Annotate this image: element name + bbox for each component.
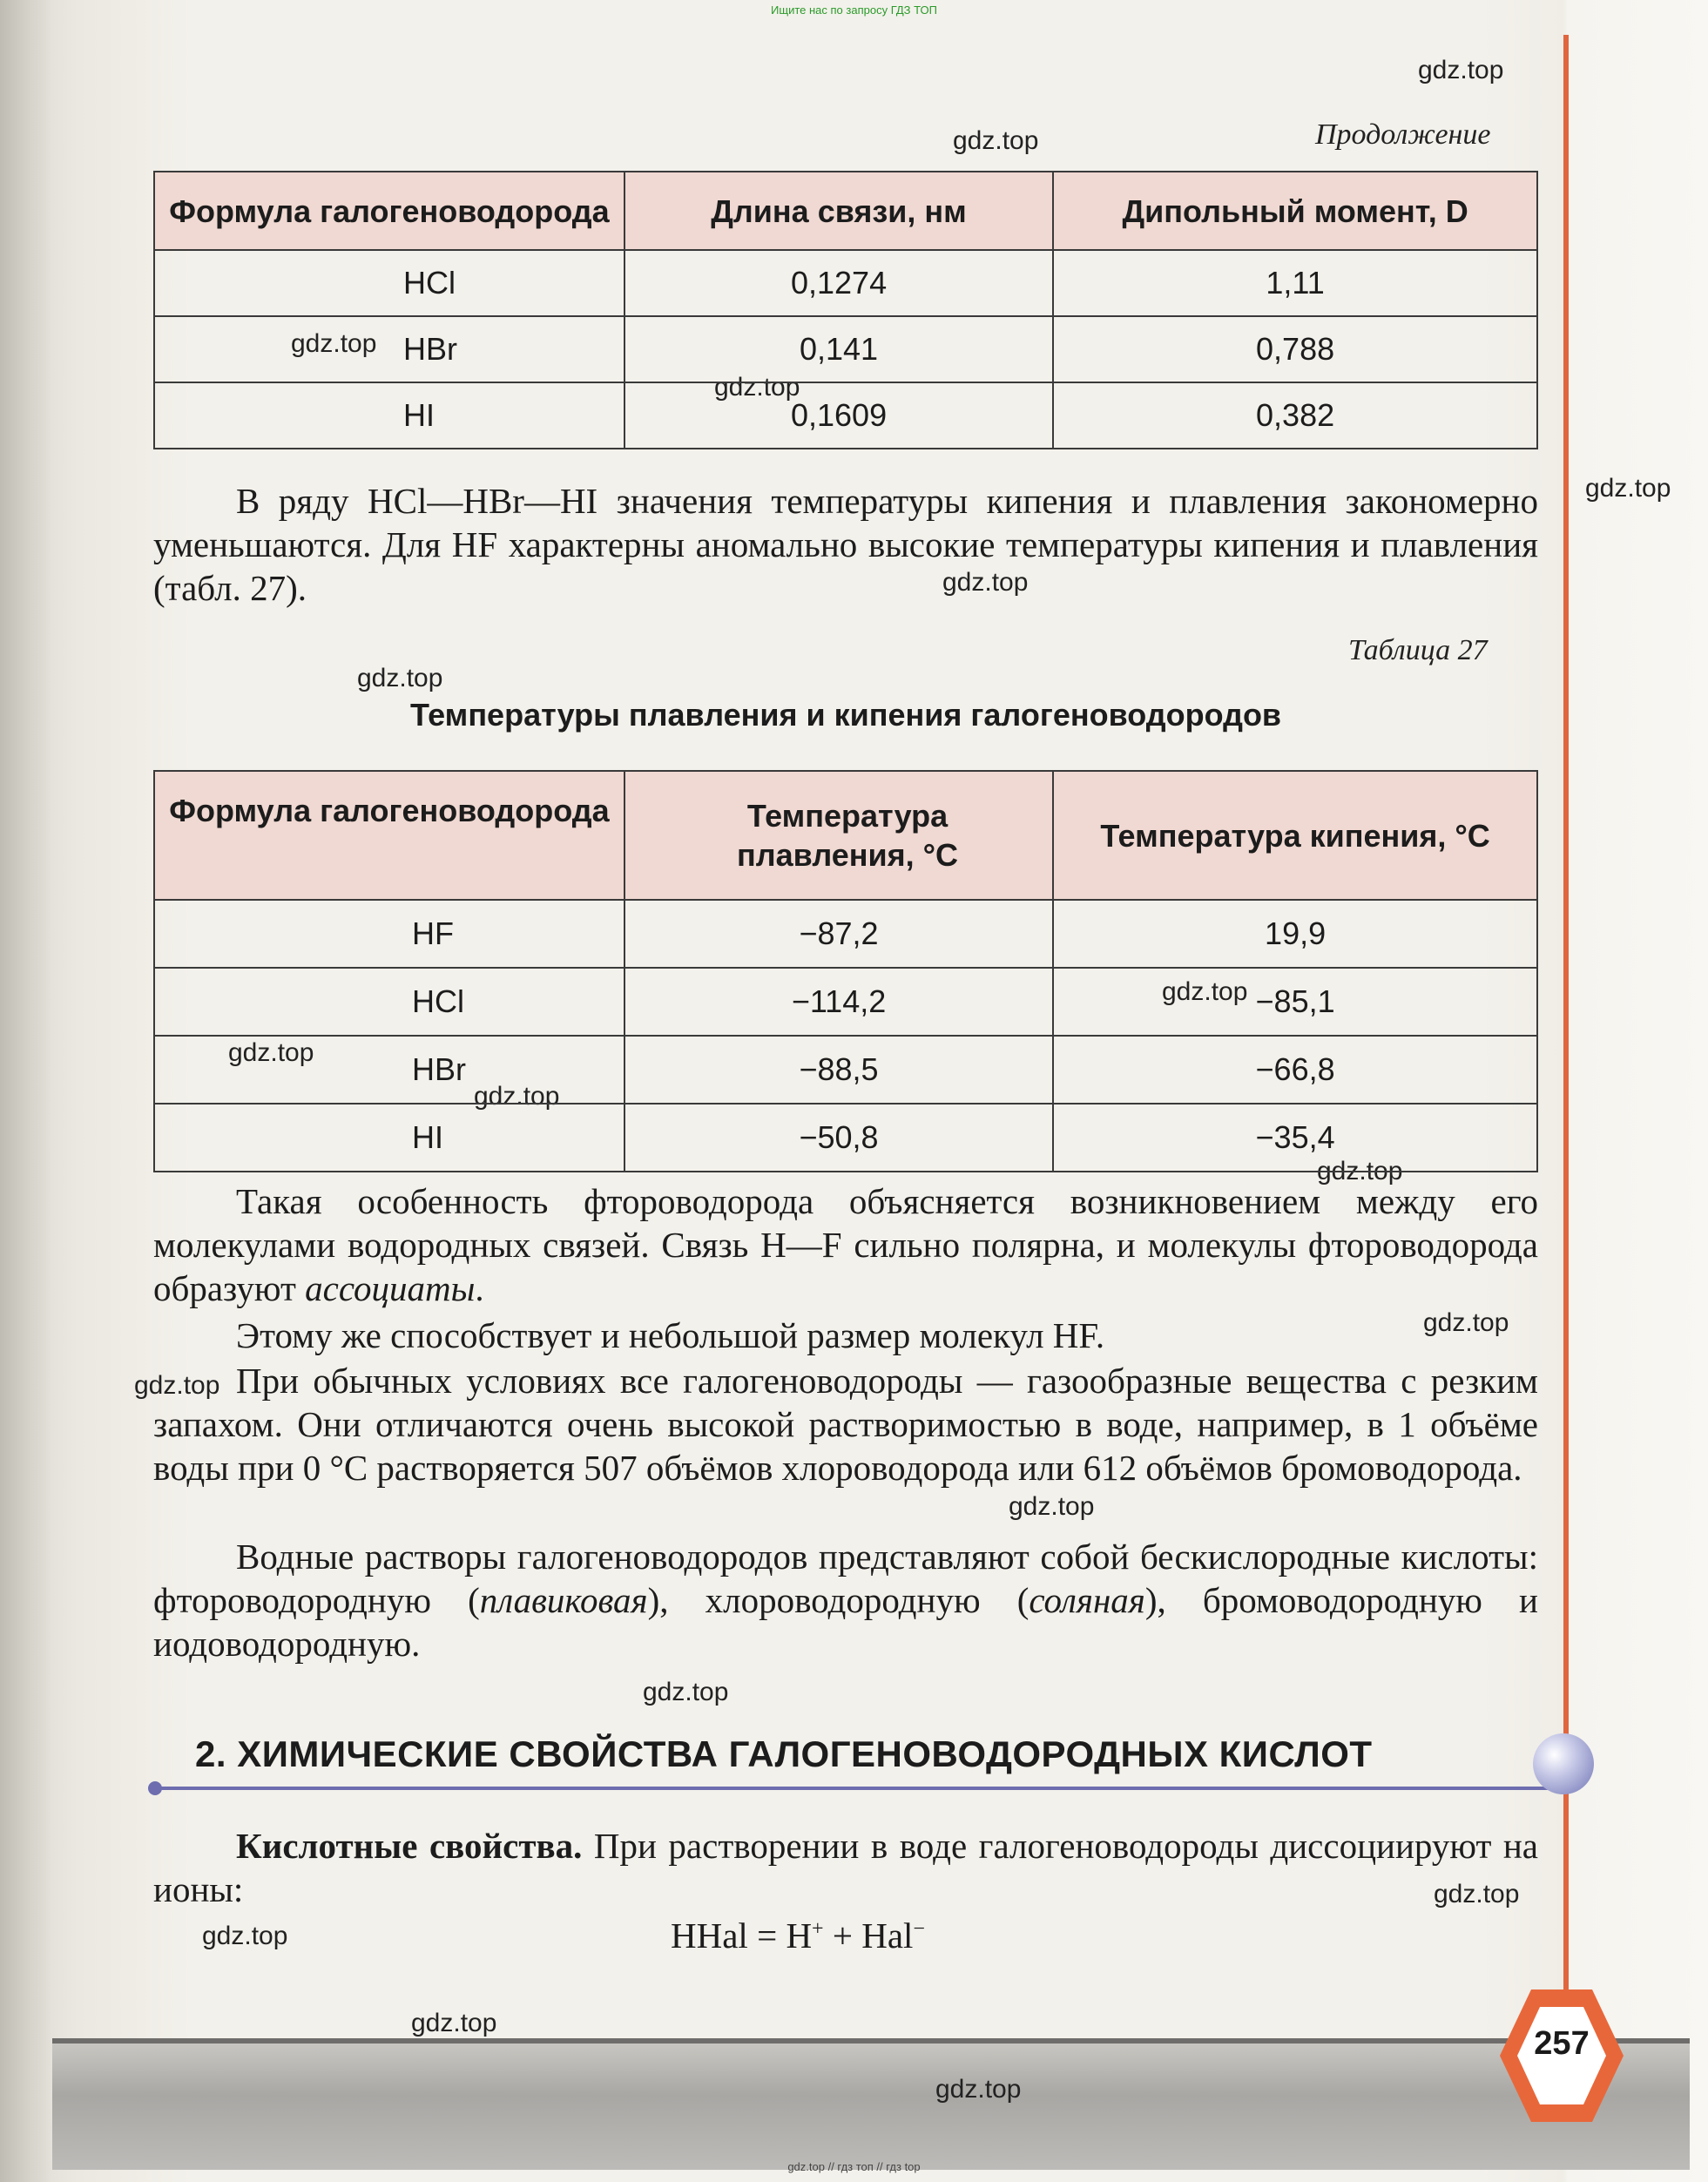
formula-cell: HI [154,1104,624,1172]
watermark: gdz.top [357,664,443,692]
value-cell: −66,8 [1053,1036,1537,1104]
page-number-badge [1496,1986,1627,2125]
table-row [154,900,1537,968]
equation-sign: = [757,1915,778,1956]
value-cell: −35,4 [1053,1104,1537,1172]
equation-charge: + [812,1917,824,1941]
watermark: gdz.top [643,1678,729,1706]
watermark: gdz.top [1418,56,1504,84]
watermark: gdz.top [942,568,1029,597]
formula-cell: HCl [154,968,624,1036]
paragraph [153,1824,1538,1911]
section-heading: 2. ХИМИЧЕСКИЕ СВОЙСТВА ГАЛОГЕНОВОДОРОДНЫХ КИСЛОТ [195,1733,1373,1774]
formula-cell: HBr [154,1036,624,1104]
watermark: gdz.top [1423,1308,1509,1337]
heading-ball-decoration [1533,1733,1594,1794]
table-row [154,1104,1537,1172]
paragraph-text: ), хлороводородную ( [647,1580,1030,1620]
value-cell: 0,1609 [624,382,1053,449]
bond-properties-table [153,171,1538,449]
value-cell: −50,8 [624,1104,1053,1172]
table-header-row [154,172,1537,250]
value-cell: 0,141 [624,316,1053,382]
value-cell: 0,382 [1053,382,1537,449]
paragraph-text: Водные растворы галогеноводородов представляют собой бескислородные кислоты: фтороводородную ( [153,1537,1538,1620]
table-row [154,382,1537,449]
bottom-band [52,2038,1690,2170]
value-cell: 19,9 [1053,900,1537,968]
emphasis-term: плавиковая [479,1580,648,1620]
footer-note: gdz.top // гдз топ // гдз top [787,2160,921,2173]
emphasis-term: ассоциаты [305,1268,476,1308]
watermark: gdz.top [1585,474,1671,503]
formula-cell: HBr [154,316,624,382]
column-header: Температура плавления, °C [624,771,1053,900]
emphasis-term: соляная [1029,1580,1145,1620]
watermark: gdz.top [474,1082,560,1111]
paragraph [153,1535,1538,1665]
value-cell: 0,788 [1053,316,1537,382]
book-spine-shadow [0,0,52,2182]
watermark: gdz.top [1162,977,1248,1006]
equation-plus: + [832,1915,853,1956]
table-title: Температуры плавления и кипения галогеноводородов [409,697,1282,733]
table-header-row [154,771,1537,900]
watermark: gdz.top [228,1038,314,1067]
paragraph-lead: Кислотные свойства. [236,1826,583,1866]
watermark: gdz.top [202,1922,288,1950]
paragraph-text: . [475,1268,484,1308]
paragraph-text: Такая особенность фтороводорода объясняется возникновением между его молекулами водородных связей. Связь H—F сильно полярна, и молекулы фтороводорода образуют [153,1181,1538,1308]
table-number-caption: Таблица 27 [1348,634,1488,666]
value-cell: 1,11 [1053,250,1537,316]
search-hint: Ищите нас по запросу ГДЗ ТОП [771,3,937,17]
watermark: gdz.top [1317,1157,1403,1186]
paragraph-text: ), бромоводородную и иодоводородную. [153,1580,1538,1664]
watermark: gdz.top [935,2075,1022,2104]
formula-cell: HI [154,382,624,449]
formula-cell: HCl [154,250,624,316]
table-row [154,250,1537,316]
equation-proton: H [786,1915,813,1956]
paragraph-text: При растворении в воде галогеноводороды диссоциируют на ионы: [153,1826,1538,1909]
watermark: gdz.top [1434,1880,1520,1908]
paragraph [153,1179,1538,1310]
column-header: Дипольный момент, D [1053,172,1537,250]
temperatures-table [153,770,1538,1172]
column-header: Формула галогеноводорода [154,771,624,900]
formula-cell: HF [154,900,624,968]
column-header: Длина связи, нм [624,172,1053,250]
equation-left: HHal [671,1915,748,1956]
watermark: gdz.top [1009,1492,1095,1521]
watermark: gdz.top [291,329,377,358]
dissociation-equation [671,1915,925,1956]
heading-rule-dot [148,1781,162,1795]
value-cell: −87,2 [624,900,1053,968]
column-header: Формула галогеноводорода [154,172,624,250]
equation-charge: − [913,1917,925,1941]
watermark: gdz.top [953,126,1039,155]
watermark: gdz.top [134,1371,220,1400]
value-cell: −114,2 [624,968,1053,1036]
paragraph: При обычных условиях все галогеноводороды — газообразные вещества с резким запахом. Они отличаются очень высокой растворимостью в воде, например, в 1 объёме воды при 0 °C растворяется 507 объёмов хлороводорода или 612 объёмов бромоводорода. [153,1361,1538,1488]
value-cell: 0,1274 [624,250,1053,316]
watermark: gdz.top [714,373,800,402]
column-header: Температура кипения, °C [1053,771,1537,900]
table-row [154,1036,1537,1104]
page-number: 257 [1534,2025,1590,2062]
continuation-caption: Продолжение [1315,118,1491,151]
value-cell: −88,5 [624,1036,1053,1104]
value-cell: −85,1 [1053,968,1537,1036]
equation-anion: Hal [861,1915,914,1956]
paragraph: Этому же способствует и небольшой размер молекул HF. [236,1315,1105,1355]
heading-underline [153,1787,1564,1790]
paragraph: В ряду HCl—HBr—HI значения температуры кипения и плавления закономерно уменьшаются. Для HF характерны аномально высокие температуры кипения и плавления (табл. 27). [153,481,1538,608]
watermark: gdz.top [411,2009,497,2037]
table-row [154,968,1537,1036]
table-row [154,316,1537,382]
